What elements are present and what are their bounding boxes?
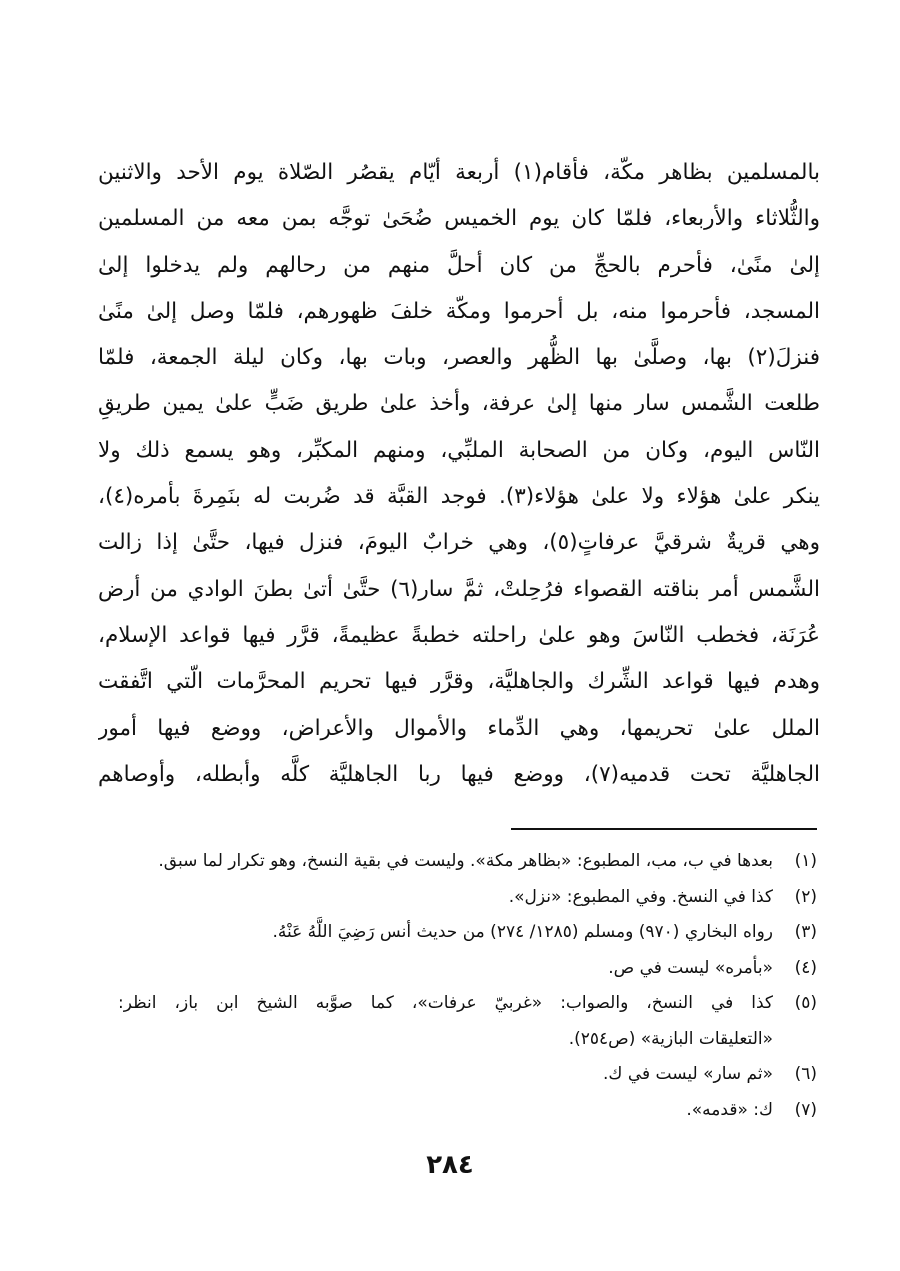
text-line: وهي قريةٌ شرقيَّ عرفاتٍ(٥)، وهي خرابٌ اليومَ، فنزل فيها، حتَّىٰ إذا زالت	[98, 530, 820, 556]
text-line: المسجد، فأحرموا منه، بل أحرموا ومكّة خلفَ ظهورهم، فلمّا وصل إلىٰ منًىٰ	[98, 298, 820, 324]
footnote-divider	[511, 828, 817, 830]
footnote-number: (٥)	[794, 993, 817, 1013]
text-line: الشَّمس أمر بناقته القصواء فرُحِلتْ، ثمَّ سار(٦) حتَّىٰ أتىٰ بطنَ الوادي من أرض	[98, 576, 820, 602]
footnote-text: بعدها في ب، مب، المطبوع: «بظاهر مكة». وليست في بقية النسخ، وهو تكرار لما سبق.	[158, 851, 773, 871]
footnote-text: رواه البخاري (٩٧٠) ومسلم (١٢٨٥/ ٢٧٤) من حديث أنس رَضِيَ اللَّهُ عَنْهُ.	[272, 922, 773, 942]
footnote-text: «بأمره» ليست في ص.	[608, 957, 773, 978]
text-line: فنزلَ(٢) بها، وصلَّىٰ بها الظُّهر والعصر، وبات بها، وكان ليلة الجمعة، فلمّا	[98, 345, 820, 371]
text-line: وهدم فيها قواعد الشِّرك والجاهليَّة، وقرَّر فيها تحريم المحرَّمات الّتي اتَّفقت	[98, 669, 820, 695]
text-line: إلىٰ منًىٰ، فأحرم بالحجِّ من كان أحلَّ منهم من رحالهم ولم يدخلوا إلىٰ	[98, 252, 820, 278]
footnote-text: كذا في النسخ، والصواب: «غربيّ عرفات»، كما صوَّبه الشيخ ابن باز، انظر:	[118, 993, 773, 1013]
footnote	[118, 915, 817, 951]
footnote	[118, 1093, 817, 1129]
footnote-text: «التعليقات البازية» (ص٢٥٤).	[568, 1028, 773, 1049]
footnote-number: (٦)	[794, 1064, 817, 1084]
footnote	[118, 1057, 817, 1093]
text-line: النّاس اليوم، وكان من الصحابة الملبِّي، ومنهم المكبِّر، وهو يسمع ذلك ولا	[98, 437, 820, 463]
text-line: طلعت الشَّمس سار منها إلىٰ عرفة، وأخذ علىٰ طريق ضَبٍّ علىٰ يمين طريقِ	[98, 391, 820, 417]
footnote	[118, 880, 817, 916]
footnote-number: (٣)	[794, 922, 817, 942]
text-line: بالمسلمين بظاهر مكّة، فأقام(١) أربعة أيّام يقصُر الصّلاة يوم الأحد والاثنين	[98, 160, 820, 185]
footnote-text: «ثم سار» ليست في ك.	[603, 1064, 773, 1084]
footnote-number: (٤)	[794, 957, 817, 978]
page-number: ٢٨٤	[426, 1150, 474, 1180]
main-text	[98, 150, 820, 798]
footnote-text: ك: «قدمه».	[686, 1099, 773, 1120]
footnote	[118, 844, 817, 880]
text-line: الجاهليَّة تحت قدميه(٧)، ووضع فيها ربا الجاهليَّة كلَّه وأبطله، وأوصاهم	[98, 761, 820, 787]
footnote-number: (٢)	[794, 886, 817, 907]
footnote-number: (١)	[794, 851, 817, 871]
footnote-text: كذا في النسخ. وفي المطبوع: «نزل».	[508, 886, 773, 907]
text-line: ينكر علىٰ هؤلاء ولا علىٰ هؤلاء(٣). فوجد القبَّة قد ضُربت له بنَمِرةَ بأمره(٤)،	[98, 484, 820, 510]
footnotes	[118, 844, 817, 1128]
footnote-continuation	[118, 1022, 817, 1058]
footnote	[118, 986, 817, 1022]
footnote	[118, 951, 817, 987]
text-line: والثُّلاثاء والأربعاء، فلمّا كان يوم الخميس ضُحَىٰ توجَّه بمن معه من المسلمين	[98, 206, 820, 232]
text-line: الملل علىٰ تحريمها، وهي الدِّماء والأموال والأعراض، ووضع فيها أمور	[98, 715, 820, 741]
footnote-number-spacer	[773, 1022, 817, 1058]
footnote-number: (٧)	[794, 1099, 817, 1120]
text-line: عُرَنَة، فخطب النّاسَ وهو علىٰ راحلته خطبةً عظيمةً، قرَّر فيها قواعد الإسلام،	[98, 622, 820, 648]
